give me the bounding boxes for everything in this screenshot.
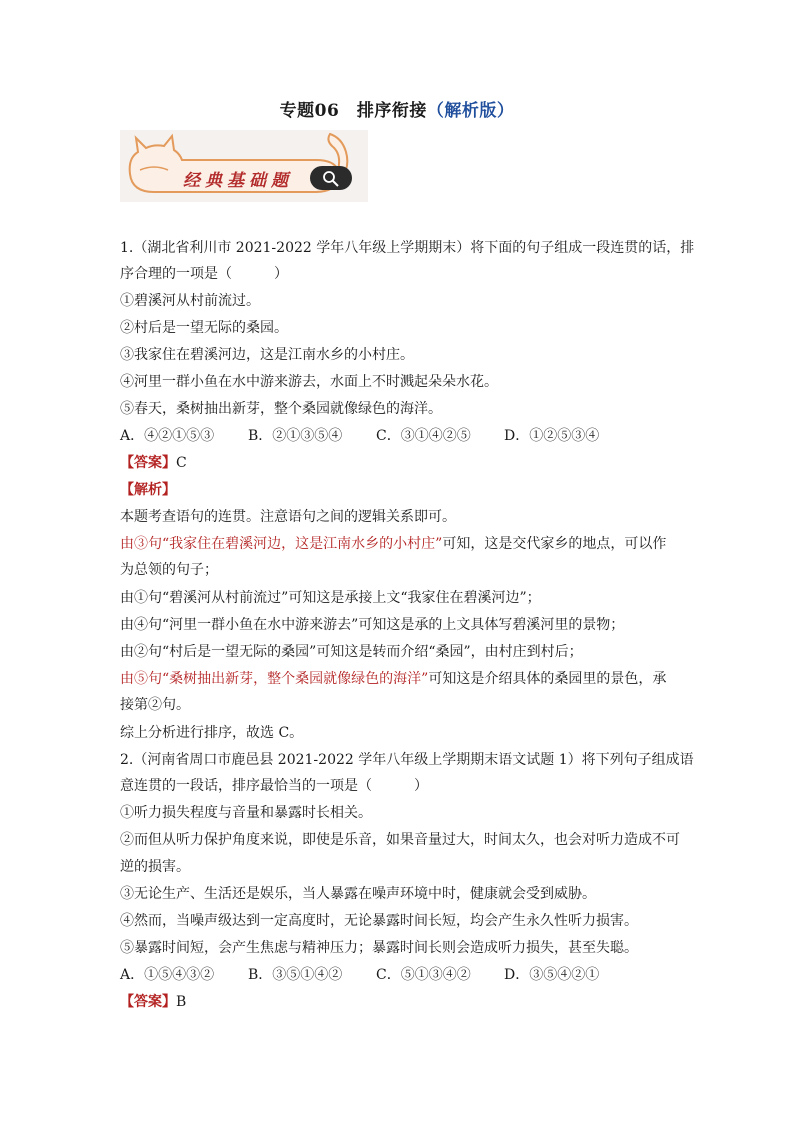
q1-option-b: B．②①③⑤④ <box>248 428 343 444</box>
page-title <box>0 96 794 121</box>
search-pill <box>310 166 352 190</box>
q2-stem-line1: 2.（河南省周口市鹿邑县 2021-2022 学年八年级上学期期末语文试题 1）将下列句子组成语 <box>120 752 694 768</box>
q1-analysis-line1-cont: 为总领的句子； <box>120 562 218 578</box>
q1-analysis-line5-rest: 可知这是介绍具体的桑园里的景色，承 <box>428 671 667 687</box>
q2-options <box>120 965 680 985</box>
q1-option-a: A．④②①⑤③ <box>120 428 215 444</box>
q1-analysis-line5-quote: 由⑤句“桑树抽出新芽，整个桑园就像绿色的海洋” <box>120 671 429 687</box>
q1-analysis-line1-rest: 可知，这是交代家乡的地点，可以作 <box>442 536 667 552</box>
q2-option-a: A．①⑤④③② <box>120 967 215 983</box>
banner-label: 经典基础题 <box>183 171 293 191</box>
q1-analysis-line1 <box>120 534 680 554</box>
q1-analysis-line5-cont: 接第②句。 <box>120 697 190 713</box>
q1-option-c: C．③①④②⑤ <box>376 428 471 444</box>
q1-item-3: ③我家住在碧溪河边，这是江南水乡的小村庄。 <box>120 347 414 363</box>
q1-analysis-conclusion: 综上分析进行排序，故选 C。 <box>120 725 304 741</box>
q2-answer-tag: 【答案】 <box>120 994 176 1010</box>
q2-item-2-cont: 逆的损害。 <box>120 859 190 875</box>
q1-analysis-line5 <box>120 669 680 689</box>
q1-analysis-line4: 由②句“村后是一望无际的桑园”可知这是转而介绍“桑园”，由村庄到村后； <box>120 644 583 660</box>
q1-item-4: ④河里一群小鱼在水中游来游去，水面上不时溅起朵朵水花。 <box>120 374 498 390</box>
q1-analysis-line3: 由④句“河里一群小鱼在水中游来游去”可知这是承的上文具体写碧溪河里的景物； <box>120 617 625 633</box>
q2-item-1: ①听力损失程度与音量和暴露时长相关。 <box>120 805 372 821</box>
q1-item-1: ①碧溪河从村前流过。 <box>120 293 260 309</box>
q2-answer-value: B <box>176 994 187 1010</box>
q2-stem-line2: 意连贯的一段话，排序最恰当的一项是（ ） <box>120 778 428 794</box>
q1-item-2: ②村后是一望无际的桑园。 <box>120 320 288 336</box>
q1-analysis-line1-quote: 由③句“我家住在碧溪河边，这是江南水乡的小村庄” <box>120 536 443 552</box>
q2-option-d: D．③⑤④②① <box>504 967 600 983</box>
q2-answer <box>120 992 680 1012</box>
q2-item-4: ④然而，当噪声级达到一定高度时，无论暴露时间长短，均会产生永久性听力损害。 <box>120 913 638 929</box>
q1-options <box>120 426 680 446</box>
section-banner <box>120 130 368 202</box>
q1-stem-line1: 1.（湖北省利川市 2021-2022 学年八年级上学期期末）将下面的句子组成一段连贯的话，排 <box>120 240 695 256</box>
q1-analysis-tag: 【解析】 <box>120 482 176 498</box>
q1-answer-value: C <box>176 455 187 471</box>
q1-answer-tag: 【答案】 <box>120 455 176 471</box>
q1-item-5: ⑤春天，桑树抽出新芽，整个桑园就像绿色的海洋。 <box>120 401 442 417</box>
q2-item-3: ③无论生产、生活还是娱乐，当人暴露在噪声环境中时，健康就会受到威胁。 <box>120 886 596 902</box>
q1-analysis-line2: 由①句“碧溪河从村前流过”可知这是承接上文“我家住在碧溪河边”； <box>120 590 541 606</box>
q2-option-b: B．③⑤①④② <box>248 967 343 983</box>
q1-stem-line2: 序合理的一项是（ ） <box>120 266 288 282</box>
title-main: 专题06 排序衔接 <box>279 101 427 121</box>
q2-option-c: C．⑤①③④② <box>376 967 471 983</box>
q1-answer <box>120 453 680 473</box>
q1-option-d: D．①②⑤③④ <box>504 428 600 444</box>
banner-graphic <box>120 130 368 202</box>
q1-analysis-intro: 本题考查语句的连贯。注意语句之间的逻辑关系即可。 <box>120 509 456 525</box>
title-paren: （解析版） <box>426 101 515 121</box>
q2-item-5: ⑤暴露时间短，会产生焦虑与精神压力；暴露时间长则会造成听力损失，甚至失聪。 <box>120 940 638 956</box>
q2-item-2: ②而但从听力保护角度来说，即使是乐音，如果音量过大，时间太久，也会对听力造成不可 <box>120 832 680 848</box>
